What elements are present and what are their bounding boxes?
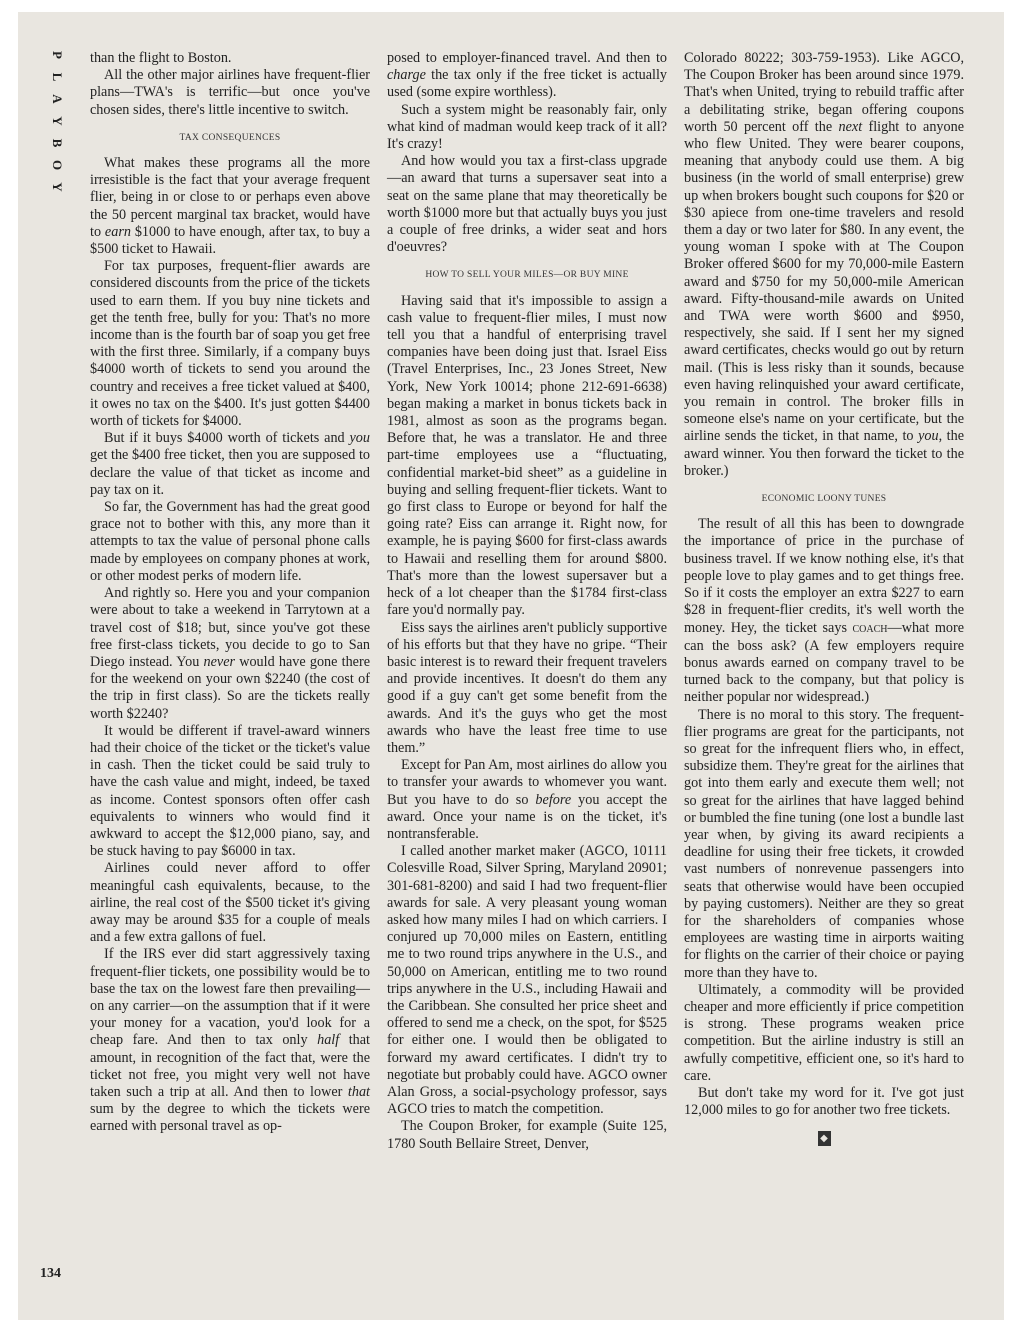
page-number: 134: [40, 1266, 61, 1281]
running-head-letter: Y: [50, 116, 65, 126]
section-heading: TAX CONSEQUENCES: [179, 132, 281, 143]
paragraph: Except for Pan Am, most airlines do allow you to transfer your awards to whomever you want. But you have to do so before you accept the award. Once your name is on the ticket, it's nontransferable.: [387, 757, 667, 842]
paragraph: Eiss says the airlines aren't publicly supportive of his efforts but that they have no gripe. “Their basic interest is to reward their frequent travelers and provide incentives. It doesn't do them any good if a guy can't get some benefit from the awards. And it's the guys who get the most awards who have the least free time to use them.”: [387, 619, 667, 756]
running-head-letter: P: [50, 51, 65, 59]
running-head-letter: L: [50, 72, 65, 82]
paragraph: If the IRS ever did start aggressively taxing frequent-flier tickets, one possibility would be to base the tax on the lowest fare then prevailing—on any carrier—on the assumption that if it were your money for a vacation, you'd look for a cheap fare. And then to tax only half that amount, in recognition of the fact that, were the ticket not free, you might very well not have taken such a trip at all. And then to lower that sum by the degree to which the tickets were earned with personal travel as op-: [90, 946, 370, 1135]
column-3: [684, 50, 964, 1146]
paragraph: And rightly so. Here you and your companion were about to take a weekend in Tarrytown at a travel cost of $18; but, since you've got these free first-class tickets, you decide to go to San Diego instead. You never would have gone there for the weekend on your own $2240 (the cost of the trip in first class). So are the tickets really worth $2240?: [90, 585, 371, 722]
section-heading: ECONOMIC LOONY TUNES: [761, 494, 887, 505]
paragraph: Having said that it's impossible to assign a cash value to frequent-flier miles, I must now tell you that a handful of enterprising travel companies have been doing just that. Israel Eiss (Travel Enterprises, Inc., 23 Jones Street, New York, New York 10014; phone 212-691-6638) began making a market in bonus tickets back in 1981, almost as soon as the programs began. Before that, he was a translator. He and three part-time employees use a “fluctuating, confidential market-bid sheet” as a guideline in buying and selling frequent-flier tickets. Want to go first class to Europe or beyond for half the going rate? Eiss can arrange it. Right now, for example, he is paying $600 for first-class awards to Hawaii and reselling them for around $800. That's more than the lowest supersaver but a heck of a lot cheaper than the $1784 first-class fare you'd normally pay.: [387, 292, 667, 619]
paragraph: And how would you tax a first-class upgrade—an award that turns a supersaver seat into a seat on the same plane that may theoretically be worth $1000 more but that actually buys you just a couple of free drinks, a wider seat and hors d'oeuvres?: [387, 153, 667, 256]
paragraph: posed to employer-financed travel. And then to charge the tax only if the free ticket is actually used (some expire worthless).: [387, 50, 667, 101]
paragraph: Ultimately, a commodity will be provided cheaper and more efficiently if price competition is strong. These programs weaken price competition. But the airline industry is still an awfully competitive, efficient one, so it's hard to care.: [684, 981, 964, 1084]
paragraph: There is no moral to this story. The frequent-flier programs are great for the participants, not so great for the infrequent fliers who, in effect, subsidize them. They're great for the airlines that got into them early and execute them well; not so great for the airlines that have lagged behind or bumbled the fine tuning (one lost a bundle last year when, by giving its award recipients a deadline for using their free tickets, it crowded vast numbers of nonrevenue passengers into seats that otherwise would have been occupied by paying customers). Neither are they so great for the shareholders of companies whose employees are wasting time in airports waiting for flights on the carrier of their choice or paying more than they have to.: [684, 706, 964, 981]
column-1: [90, 50, 370, 1136]
paragraph: So far, the Government has had the great good grace not to bother with this, any more than it attempts to tax the value of personal phone calls made by employees on company phones at work, or other modest perks of modern life.: [90, 499, 370, 584]
paragraph: The result of all this has been to downgrade the importance of price in the purchase of business travel. If we know nothing else, it's that people love to play games and to get things free. So if it costs the employer an extra $227 to earn $28 in frequent-flier credits, it's well worth the money. Hey, the ticket says COACH—what more can the boss ask? (A few employers require bonus awards earned on company travel to be turned back to the company, but that policy is neither popular nor widespread.): [684, 516, 964, 706]
paragraph: What makes these programs all the more irresistible is the fact that your average frequent flier, being in or close to or perhaps even above the 50 percent marginal tax bracket, would have to earn $1000 to have enough, after tax, to buy a $500 ticket to Hawaii.: [90, 155, 370, 258]
running-head-letter: B: [50, 138, 65, 148]
paragraph: Colorado 80222; 303-759-1953). Like AGCO, The Coupon Broker has been around since 1979. That's when United, trying to rebuild traffic after a debilitating strike, began offering coupons worth 50 percent off the next flight to anyone who flew United. They were bearer coupons, meaning that anybody could use them. A big business (in the world of small enterprise) grew up when brokers bought such coupons for $20 or $30 apiece from one-time travelers and resold them a day or two later for $80. In any event, the young woman I spoke with at The Coupon Broker offered $600 for my 70,000-mile Eastern award and $750 for my 50,000-mile American award. Fifty-thousand-mile awards on United and TWA were worth $600 and $950, respectively, she said. If I sent her my signed award certificates, checks would go out by return mail. (This is less risky than it sounds, because even having relinquished your award certificate, you remain in control. The broker fills in someone else's name on your certificate, but the airline sends the ticket, in that name, to you, the award winner. You then forward the ticket to the broker.): [684, 50, 964, 479]
paragraph: Airlines could never afford to offer meaningful cash equivalents, because, to the airline, the real cost of the $500 ticket it's giving away may be around $35 for a couple of meals and a few extra gallons of fuel.: [90, 860, 370, 946]
section-heading: HOW TO SELL YOUR MILES—OR BUY MINE: [425, 270, 629, 281]
paragraph: I called another market maker (AGCO, 10111 Colesville Road, Silver Spring, Maryland 20901; 301-681-8200) and said I had two frequent-flier awards for sale. A very pleasant young woman asked how many miles I had on which carriers. I conjured up 70,000 miles on Eastern, entitling me to two round trips anywhere in the U.S., and 50,000 on American, entitling me to two round trips anywhere in the U.S., including Hawaii and the Caribbean. She consulted her price sheet and offered to send me a check, on the spot, for $525 for either one. I would then be obligated to forward my award certificates. I didn't try to negotiate but probably could have. AGCO owner Alan Gross, a social-psychology professor, says AGCO tries to match the competition.: [387, 843, 667, 1118]
running-head-letter: A: [50, 94, 65, 104]
paragraph: It would be different if travel-award winners had their choice of the ticket or the ticket's value in cash. Then the ticket could be said truly to have the cash value and might, indeed, be taxed as income. Contest sponsors often offer cash equivalents to winners who would find it awkward to accept the $12,000 piano, say, and be stuck having to pay $6000 in tax.: [90, 722, 370, 860]
column-2: [387, 50, 667, 1153]
running-head: [42, 44, 72, 198]
paragraph: The Coupon Broker, for example (Suite 125, 1780 South Bellaire Street, Denver,: [387, 1118, 667, 1152]
paragraph: For tax purposes, frequent-flier awards are considered discounts from the price of the tickets used to earn them. If you buy nine tickets and get the tenth free, bully for you: That's no more income than is the fourth bar of soap you get free with the first three. Similarly, if a company buys $4000 worth of tickets to send you around the country and receives a free ticket valued at $400, it owes no tax on the $400. It's just gotten $4400 worth of tickets for $4000.: [90, 258, 370, 430]
running-head-letter: O: [50, 159, 65, 171]
paragraph: All the other major airlines have frequent-flier plans—TWA's is terrific—but once you've chosen sides, there's little incentive to switch.: [90, 67, 370, 118]
paragraph: than the flight to Boston.: [90, 50, 232, 66]
paragraph: But if it buys $4000 worth of tickets and you get the $400 free ticket, then you are supposed to declare the value of that ticket as income and pay tax on it.: [90, 430, 370, 498]
paragraph: But don't take my word for it. I've got just 12,000 miles to go for another two free tickets.: [684, 1084, 964, 1119]
running-head-letter: Y: [50, 182, 65, 192]
rabbit-head-end-mark-icon: ◆: [818, 1131, 831, 1146]
paragraph: Such a system might be reasonably fair, only what kind of madman would keep track of it all? It's crazy!: [387, 101, 667, 153]
